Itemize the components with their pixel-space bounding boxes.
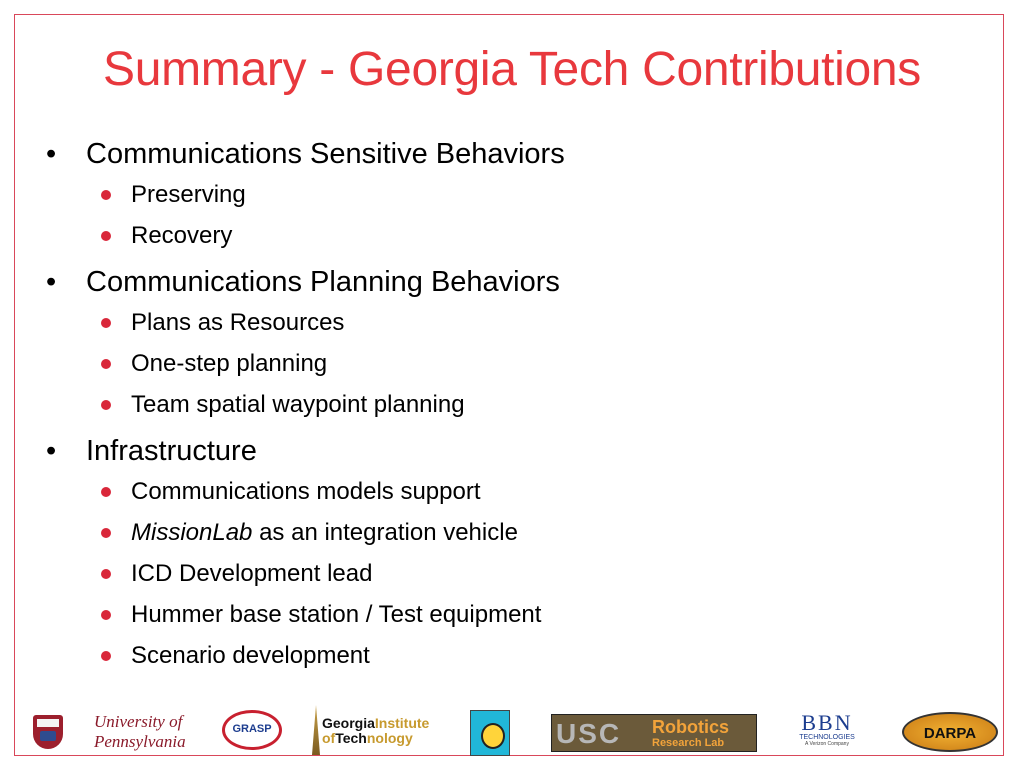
buzz-mascot-icon (470, 710, 510, 756)
bullet-item (46, 262, 946, 425)
sub-bullet-item: Recovery (46, 215, 946, 256)
grasp-logo: GRASP (222, 710, 282, 750)
bullet-dot-icon: • (46, 138, 57, 170)
darpa-logo: DARPA (902, 712, 998, 752)
red-dot-icon (101, 651, 111, 661)
georgia-tech-logo: GeorgiaInstitute ofTechnology (322, 715, 430, 746)
red-dot-icon (101, 359, 111, 369)
logo-strip (0, 700, 1024, 760)
missionlab-emphasis: MissionLab (131, 519, 253, 546)
red-dot-icon (101, 610, 111, 620)
sub-bullet-item: ICD Development lead (46, 553, 946, 594)
red-dot-icon (101, 569, 111, 579)
sub-bullet-list (46, 302, 946, 425)
red-dot-icon (101, 487, 111, 497)
sub-bullet-list (46, 471, 946, 676)
sub-bullet-item: One-step planning (46, 343, 946, 384)
bullet-dot-icon: • (46, 266, 57, 298)
sub-bullet-item: Hummer base station / Test equipment (46, 594, 946, 635)
bullet-text: Infrastructure (86, 435, 257, 467)
bullet-item (46, 431, 946, 676)
red-dot-icon (101, 400, 111, 410)
sub-bullet-item: Team spatial waypoint planning (46, 384, 946, 425)
gt-tower-icon (312, 705, 320, 755)
sub-bullet-item: MissionLab as an integration vehicle (46, 512, 946, 553)
sub-bullet-list (46, 174, 946, 256)
bbn-logo: BBN TECHNOLOGIES A Verizon Company (799, 710, 855, 747)
slide-title: Summary - Georgia Tech Contributions (103, 43, 921, 96)
red-dot-icon (101, 190, 111, 200)
penn-shield-icon (33, 715, 63, 749)
bullet-text: Communications Sensitive Behaviors (86, 138, 565, 170)
sub-bullet-item: Communications models support (46, 471, 946, 512)
penn-logo-text: University of Pennsylvania (94, 712, 186, 751)
red-dot-icon (101, 528, 111, 538)
usc-robotics-logo: USC Robotics Research Lab (551, 714, 757, 752)
red-dot-icon (101, 318, 111, 328)
bullet-text: Communications Planning Behaviors (86, 266, 560, 298)
sub-bullet-item: Scenario development (46, 635, 946, 676)
bullet-list (46, 134, 946, 682)
red-dot-icon (101, 231, 111, 241)
sub-bullet-item: Preserving (46, 174, 946, 215)
sub-bullet-item: Plans as Resources (46, 302, 946, 343)
bullet-dot-icon: • (46, 435, 57, 467)
bullet-item (46, 134, 946, 256)
